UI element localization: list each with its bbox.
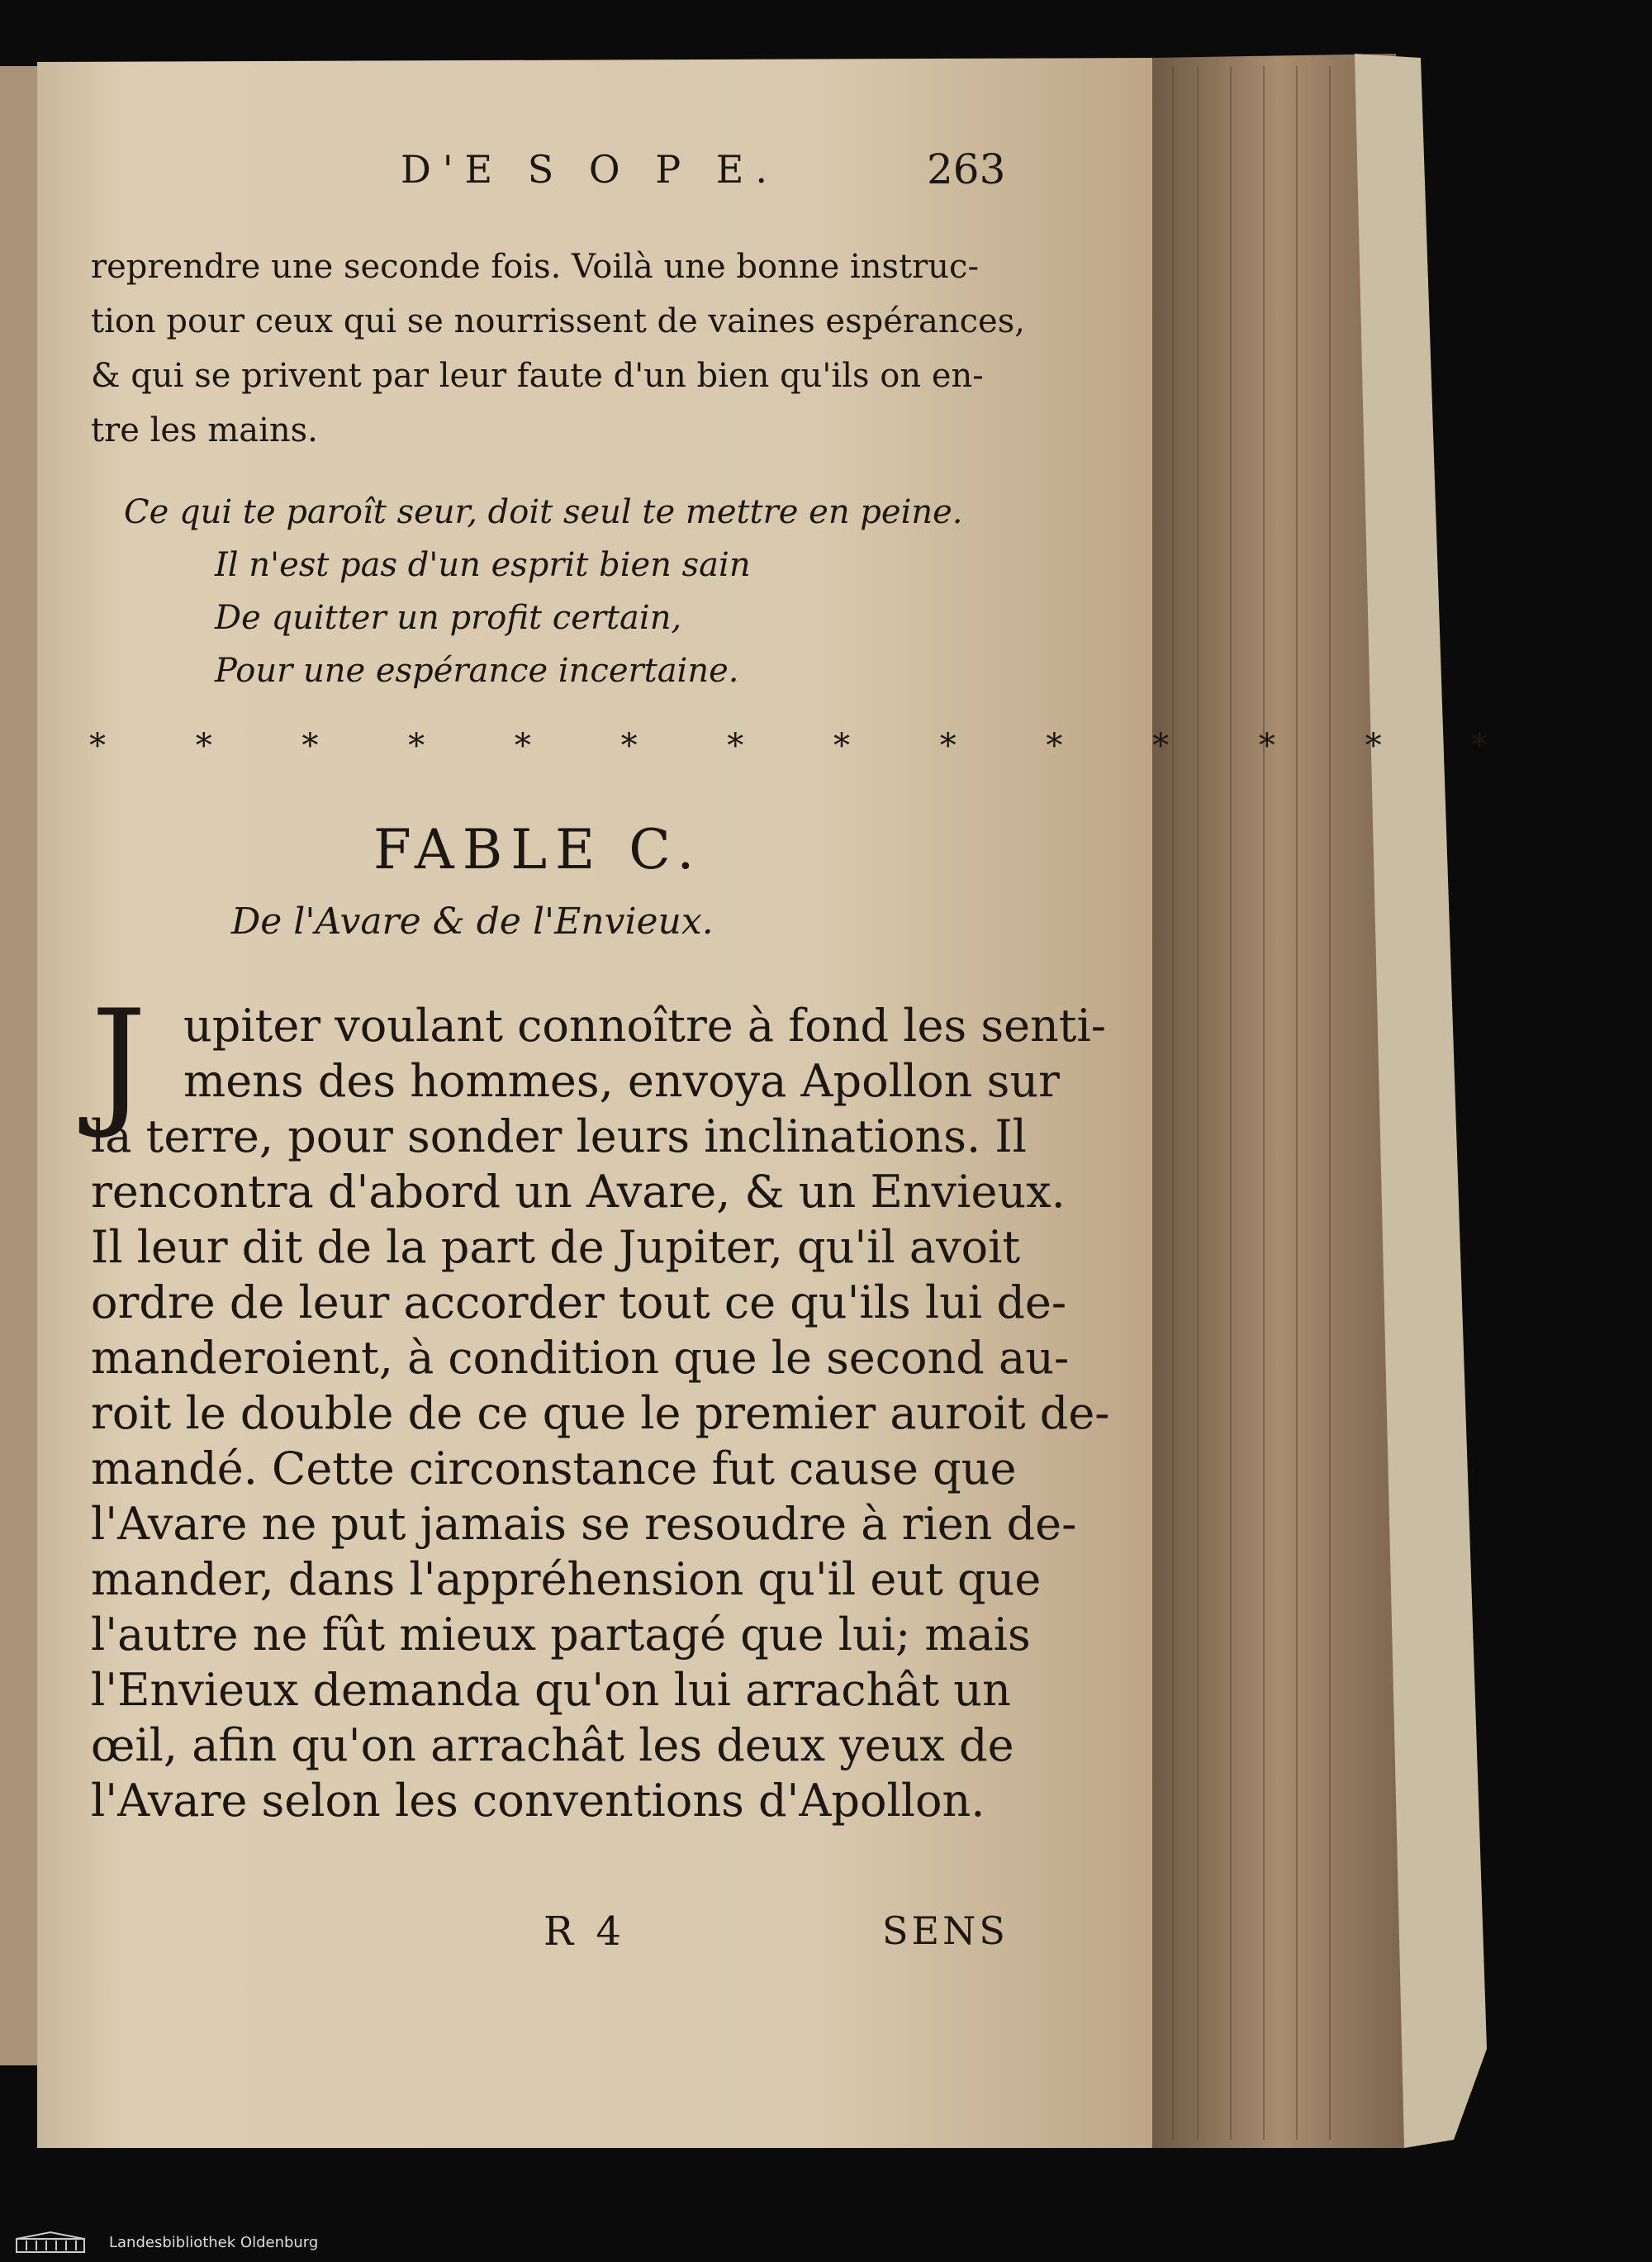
fable-body bbox=[91, 998, 1110, 1828]
text-line: mander, dans l'appréhension qu'il eut que bbox=[91, 1553, 1042, 1605]
fable-subtitle: De l'Avare & de l'Envieux. bbox=[231, 901, 714, 943]
text-line: la terre, pour sonder leurs inclinations. Il bbox=[91, 1110, 1027, 1162]
signature-mark: R 4 bbox=[544, 1908, 626, 1955]
text-line: mens des hommes, envoya Apollon sur bbox=[183, 1055, 1060, 1107]
text-line: reprendre une seconde fois. Voilà une bonne instruc- bbox=[91, 248, 979, 286]
verse-line: Pour une espérance incertaine. bbox=[215, 652, 739, 690]
verse-line: Il n'est pas d'un esprit bien sain bbox=[215, 546, 751, 584]
text-line: l'Avare ne put jamais se resoudre à rien de- bbox=[91, 1498, 1077, 1550]
running-head: D'E S O P E. bbox=[401, 147, 779, 192]
text-line: l'autre ne fût mieux partagé que lui; mais bbox=[91, 1609, 1031, 1661]
library-credit: Landesbibliothek Oldenburg bbox=[109, 2234, 319, 2251]
text-line: upiter voulant connoître à fond les senti- bbox=[183, 1000, 1107, 1052]
asterisk-separator: * * * * * * * * * * * * * * bbox=[89, 727, 1528, 765]
text-line: manderoient, à condition que le second au- bbox=[91, 1332, 1070, 1384]
text-line: l'Avare selon les conventions d'Apollon. bbox=[91, 1775, 985, 1827]
catchword: SENS bbox=[882, 1908, 1009, 1953]
moral-verse bbox=[124, 486, 963, 697]
page-number: 263 bbox=[927, 145, 1006, 193]
text-line: tion pour ceux qui se nourrissent de vaines espérances, bbox=[91, 302, 1025, 340]
fable-title: FABLE C. bbox=[373, 818, 703, 882]
text-line: l'Envieux demanda qu'on lui arrachât un bbox=[91, 1664, 1011, 1716]
text-line: tre les mains. bbox=[91, 411, 318, 449]
paragraph-1 bbox=[91, 240, 1025, 458]
text-line: mandé. Cette circonstance fut cause que bbox=[91, 1442, 1017, 1495]
text-line: roit le double de ce que le premier auroit de- bbox=[91, 1387, 1110, 1439]
text-line: œil, afin qu'on arrachât les deux yeux de bbox=[91, 1719, 1014, 1771]
drop-cap: J bbox=[91, 980, 147, 1142]
text-line: rencontra d'abord un Avare, & un Envieux. bbox=[91, 1166, 1066, 1218]
library-logo-icon bbox=[15, 2231, 86, 2254]
left-page-edge bbox=[0, 66, 37, 2065]
verse-line: Ce qui te paroît seur, doit seul te mettre en peine. bbox=[124, 493, 963, 531]
text-line: ordre de leur accorder tout ce qu'ils lui de- bbox=[91, 1276, 1067, 1328]
text-line: Il leur dit de la part de Jupiter, qu'il avoit bbox=[91, 1221, 1021, 1273]
verse-line: De quitter un profit certain, bbox=[215, 599, 682, 637]
text-line: & qui se privent par leur faute d'un bien qu'ils on en- bbox=[91, 357, 984, 395]
